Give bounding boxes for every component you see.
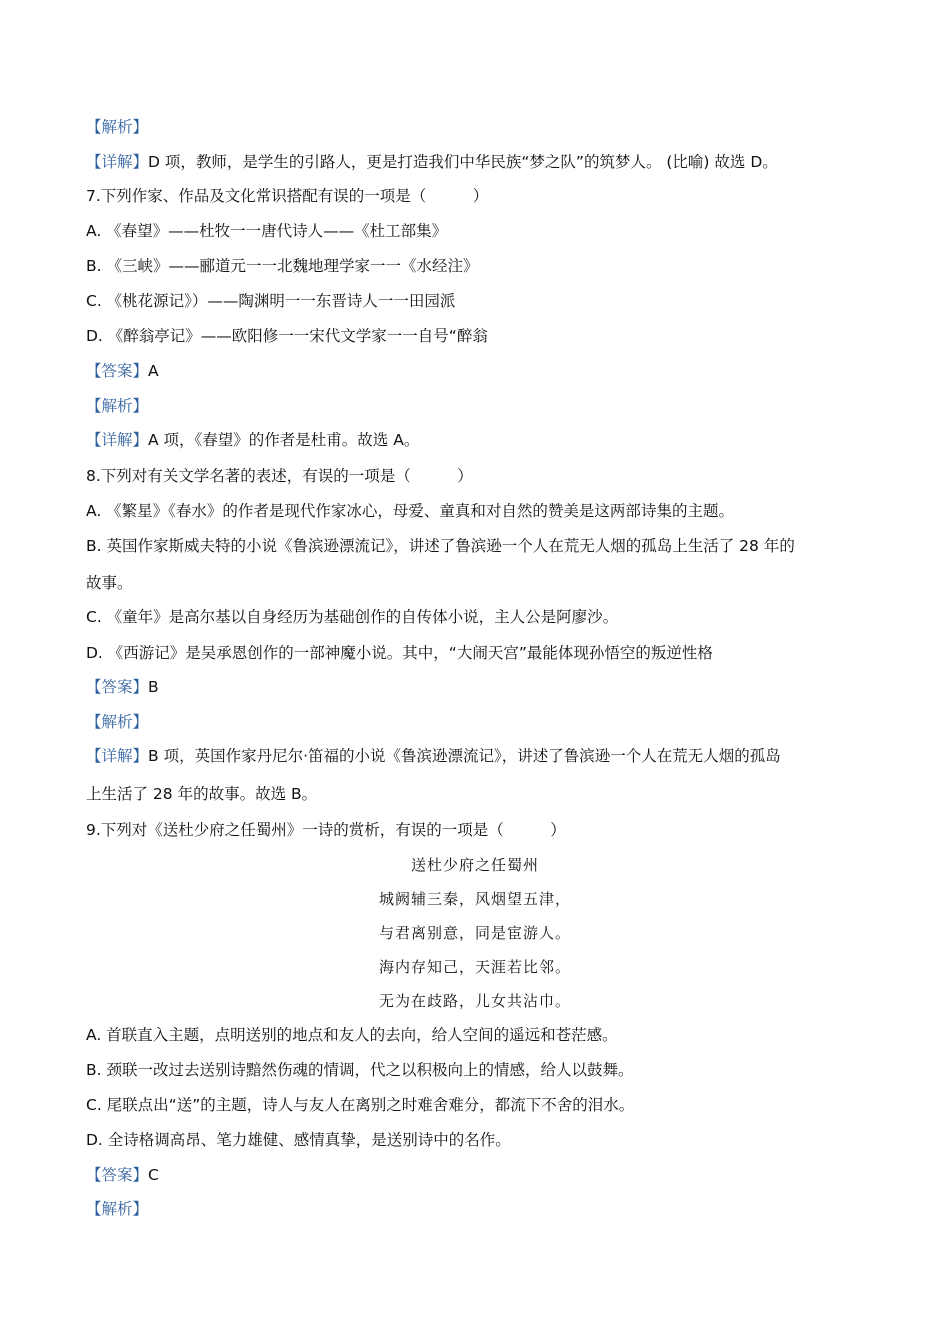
poem-line: 无为在歧路，儿女共沾巾。 [378, 992, 571, 1010]
q8-analysis-heading: 【解析】 [86, 713, 149, 731]
q8-detail-continued: 上生活了 28 年的故事。故选 B。 [86, 785, 318, 803]
q9-option-c: C. 尾联点出“送”的主题，诗人与友人在离别之时难舍难分，都流下不舍的泪水。 [86, 1096, 635, 1114]
q8-stem: 8.下列对有关文学名著的表述，有误的一项是（ ） [86, 467, 473, 485]
q7-option-c: C. 《桃花源记》）——陶渊明一一东晋诗人一一田园派 [86, 292, 456, 310]
q7-option-b: B. 《三峡》——郦道元一一北魏地理学家一一《水经注》 [86, 257, 479, 275]
q9-option-d: D. 全诗格调高昂、笔力雄健、感情真挚，是送别诗中的名作。 [86, 1131, 511, 1149]
q7-analysis-heading: 【解析】 [86, 397, 149, 415]
q7-answer: 【答案】A [86, 362, 159, 380]
poem-line: 海内存知己，天涯若比邻。 [378, 958, 571, 976]
q9-analysis-heading: 【解析】 [86, 1200, 149, 1218]
q6-detail: 【详解】D 项，教师，是学生的引路人，更是打造我们中华民族“梦之队”的筑梦人。 (比喻) 故选 D。 [86, 153, 778, 171]
q8-answer: 【答案】B [86, 678, 159, 696]
q6-analysis-heading: 【解析】 [86, 118, 149, 136]
q8-detail: 【详解】B 项，英国作家丹尼尔·笛福的小说《鲁滨逊漂流记》，讲述了鲁滨逊一个人在荒无人烟的孤岛 [86, 747, 781, 765]
q7-option-a: A. 《春望》——杜牧一一唐代诗人——《杜工部集》 [86, 222, 448, 240]
q8-option-a: A. 《繁星》《春水》的作者是现代作家冰心，母爱、童真和对自然的赞美是这两部诗集的主题。 [86, 502, 734, 520]
q7-option-d: D. 《醉翁亭记》——欧阳修一一宋代文学家一一自号“醉翁 [86, 327, 488, 345]
q9-stem: 9.下列对《送杜少府之任蜀州》一诗的赏析，有误的一项是（ ） [86, 821, 566, 839]
q8-option-b-continued: 故事。 [86, 574, 133, 592]
poem-line: 城阙辅三秦，风烟望五津， [378, 890, 571, 908]
q8-option-c: C. 《童年》是高尔基以自身经历为基础创作的自传体小说，主人公是阿廖沙。 [86, 608, 619, 626]
q9-option-a: A. 首联直入主题，点明送别的地点和友人的去向，给人空间的遥远和苍茫感。 [86, 1026, 618, 1044]
q7-detail: 【详解】A 项，《春望》的作者是杜甫。故选 A。 [86, 431, 420, 449]
q9-answer: 【答案】C [86, 1166, 159, 1184]
poem-title: 送杜少府之任蜀州 [410, 856, 539, 874]
q7-stem: 7.下列作家、作品及文化常识搭配有误的一项是（ ） [86, 187, 489, 205]
q9-option-b: B. 颈联一改过去送别诗黯然伤魂的情调，代之以积极向上的情感，给人以鼓舞。 [86, 1061, 634, 1079]
q8-option-d: D. 《西游记》是吴承恩创作的一部神魔小说。其中，“大闹天宫”最能体现孙悟空的叛逆性格 [86, 644, 713, 662]
q8-option-b: B. 英国作家斯威夫特的小说《鲁滨逊漂流记》，讲述了鲁滨逊一个人在荒无人烟的孤岛上生活了 28 年的 [86, 537, 795, 555]
poem-line: 与君离别意，同是宦游人。 [378, 924, 571, 942]
